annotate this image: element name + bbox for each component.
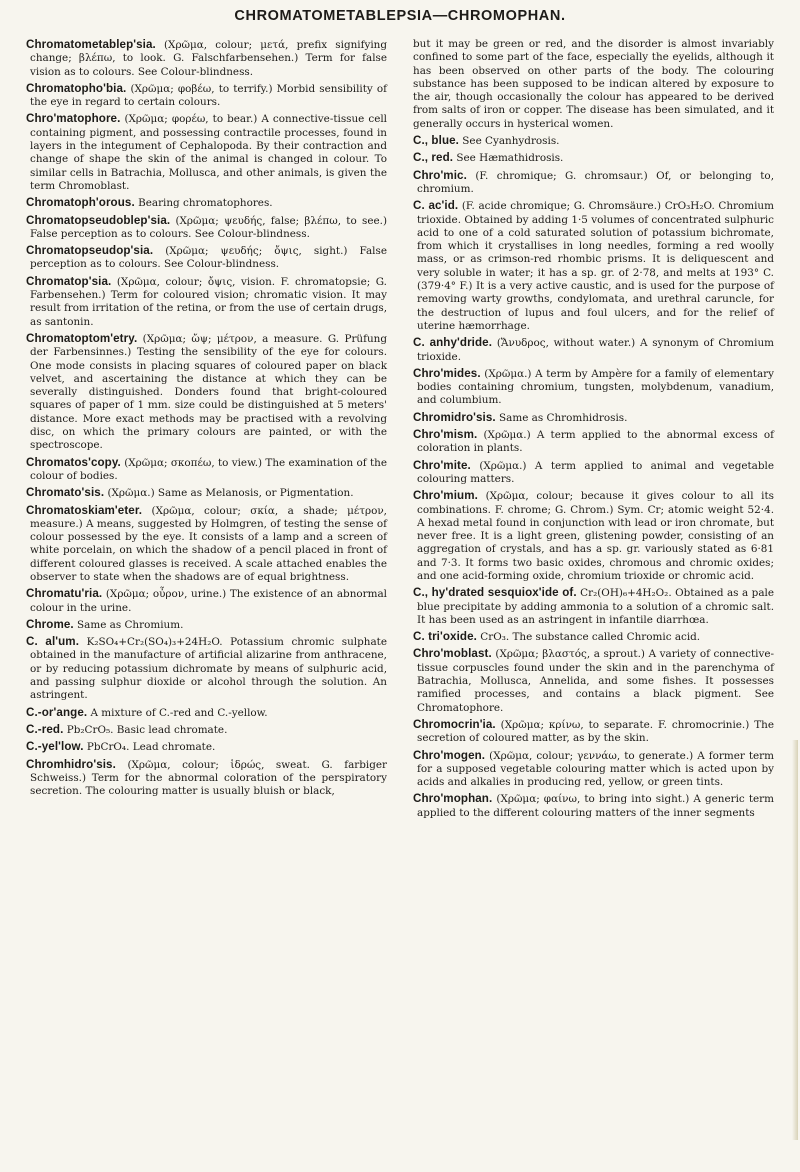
dictionary-entry [413,38,774,131]
entry-headword: Chromatopseudoblep'sia. [26,213,171,227]
entry-headword: Chromatop'sia. [26,274,112,288]
entry-headword: C.-red. [26,722,64,736]
running-head: CHROMATOMETABLEPSIA—CHROMOPHAN. [234,8,566,24]
dictionary-entry [26,275,387,329]
entry-definition: CrO₃. The substance called Chromic acid. [476,631,701,644]
dictionary-entry [26,456,387,484]
entry-definition: (Χρῶμα; κρίνω, to separate. F. chromocrinie.) The secretion of coloured matter, as by the skin. [417,718,774,745]
dictionary-entry [26,332,387,453]
entry-headword: Chromato'sis. [26,486,105,500]
dictionary-entry [413,489,774,583]
entry-headword: C.-yel'low. [26,740,84,754]
entry-headword: Chrome. [26,617,74,631]
dictionary-entry [413,718,774,746]
entry-definition: (Χρῶμα; οὖρον, urine.) The existence of an abnormal colour in the urine. [30,588,387,614]
entry-definition: Pb₂CrO₅. Basic lead chromate. [63,723,228,736]
entry-definition: (Χρῶμα, colour; σκία, a shade; μέτρον, measure.) A means, suggested by Holmgren, of testing the sense of colour possessed by the eye. It consists of a lamp and a screen of white porcelain, on which the shadow of a pencil placed in front of different coloured glasses is received. A scale attached enables the observer to state when the shadows are of equal brightness. [30,504,387,583]
entry-headword: Chro'mite. [413,458,471,472]
dictionary-entry [413,459,774,487]
entry-headword: Chro'mium. [413,489,478,503]
dictionary-entry [26,82,387,110]
dictionary-entry [413,199,774,333]
dictionary-entry [26,587,387,615]
entry-headword: C. ac'id. [413,199,459,213]
entry-definition: Same as Chromium. [73,618,184,631]
entry-headword: Chro'mophan. [413,792,493,806]
dictionary-entry [26,740,387,754]
entry-definition: (Χρῶμα.) A term applied to the abnormal excess of coloration in plants. [417,429,774,455]
dictionary-entry [413,749,774,790]
dictionary-entry [413,630,774,644]
entry-headword: Chro'mides. [413,366,481,380]
entry-headword: Chromocrin'ia. [413,717,496,731]
dictionary-entry [413,792,774,820]
entry-definition: (Χρῶμα, colour; ὄψις, vision. F. chromatopsie; G. Farbensehen.) Term for coloured vision; chromatic vision. It may result from irritation of the retina, or from the use of certain drugs, as santonin. [30,275,387,328]
dictionary-entry [26,486,387,500]
entry-definition: (F. chromique; G. chromsaur.) Of, or belonging to, chromium. [417,169,774,195]
columns [26,38,774,823]
entry-headword: Chromatos'copy. [26,455,121,469]
entry-definition: (Χρῶμα, colour; γεννάω, to generate.) A former term for a supposed vegetable colouring matter which is acted upon by acids and alkalies in producing red, yellow, or green tints. [417,749,774,789]
entry-headword: C. al'um. [26,635,80,649]
dictionary-entry [413,151,774,165]
entry-definition: (Χρῶμα; βλαστός, a sprout.) A variety of connective-tissue corpuscles found under the skin and in the parenchyma of Batrachia, Mollusca, Annelida, and some fishes. It possesses ramified processes, and contains a black pigment. See Chromatophore. [417,648,774,714]
entry-definition: Bearing chromatophores. [134,197,273,210]
entry-definition: K₂SO₄+Cr₂(SO₄)₃+24H₂O. Potassium chromic sulphate obtained in the manufacture of artificial alizarine from anthracene, or by reducing potassium dichromate by means of sulphuric acid, and passing sulphur dioxide or alcohol through the solution. An astringent. [30,636,387,702]
entry-definition: (Χρῶμα, colour; because it gives colour to all its combinations. F. chrome; G. Chrom.) Sym. Cr; atomic weight 52·4. A hexad metal found in conjunction with lead or iron chromate, but never free. It is a light green, glistening powder, consisting of an aggregation of crystals, and has a sp. gr. variously stated as 6·81 and 7·3. It forms two basic oxides, chromous and chromic oxides; and one acid-forming oxide, chromium trioxide or chromic acid. [417,490,774,582]
entry-headword: Chromatopho'bia. [26,81,127,95]
entry-headword: Chro'mic. [413,168,467,182]
dictionary-entry [26,723,387,737]
entry-headword: Chromatopseudop'sia. [26,244,154,258]
entry-definition: (Χρῶμα; ψευδής; ὄψις, sight.) False perception as to colours. See Colour-blindness. [30,245,387,271]
dictionary-entry [413,367,774,408]
entry-headword: C., blue. [413,134,459,148]
entry-headword: Chromatoskiam'eter. [26,503,143,517]
dictionary-entry [413,169,774,197]
dictionary-entry [413,586,774,627]
left-column [26,38,387,823]
entry-definition: See Hæmathidrosis. [453,152,564,165]
entry-definition: (Χρῶμα; ὤψ; μέτρον, a measure. G. Prüfung der Farbensinnes.) Testing the sensibility of the eye for colours. One mode consists in placing squares of coloured paper on black velvet, and ascertaining the distance at which they can be severally distinguished. Donders found that bright-coloured squares of paper of 1 mm. size could be distinguished at 5 meters' distance. More exact methods may be practised with a revolving disc, on which the primary colours are painted, or with the spectroscope. [30,332,387,452]
dictionary-entry [26,706,387,720]
dictionary-entry [26,214,387,242]
entry-headword: Chro'mogen. [413,748,486,762]
entry-headword: Chro'moblast. [413,647,492,661]
dictionary-entry [26,112,387,193]
entry-headword: C. anhy'dride. [413,336,493,350]
dictionary-entry [413,336,774,364]
dictionary-entry [26,618,387,632]
entry-definition: A mixture of C.-red and C.-yellow. [87,706,268,719]
entry-headword: Chro'mism. [413,428,478,442]
entry-definition: See Cyanhydrosis. [459,135,560,148]
entry-headword: Chromidro'sis. [413,410,496,424]
dictionary-entry [413,134,774,148]
entry-definition: Cr₂(OH)₆+4H₂O₂. Obtained as a pale blue precipitate by adding ammonia to a solution of a chromic salt. It has been used as an astringent in infantile diarrhœa. [417,587,774,626]
entry-headword: Chromatoptom'etry. [26,331,138,345]
entry-headword: C. tri'oxide. [413,630,477,644]
entry-definition: PbCrO₄. Lead chromate. [83,741,216,754]
dictionary-entry [413,411,774,425]
entry-definition: (Χρῶμα; φοβέω, to terrify.) Morbid sensibility of the eye in regard to certain colours. [30,82,387,109]
entry-definition: (Ἄνυδρος, without water.) A synonym of Chromium trioxide. [417,337,774,363]
entry-headword: C.-or'ange. [26,705,88,719]
right-column [413,38,774,823]
entry-definition: but it may be green or red, and the disorder is almost invariably confined to some part of the face, especially the eyelids, although it has been observed on other parts of the body. The colouring substance has been supposed to be indican altered by exposure to the air, though occasionally the colour has appeared to be derived from salts of iron or copper. The disease has been simulated, and it generally occurs in hysterical women. [413,38,774,130]
entry-definition: (Χρῶμα.) A term by Ampère for a family of elementary bodies containing chromium, tungsten, molybdenum, vanadium, and columbium. [417,367,774,407]
dictionary-entry [26,38,387,79]
page-edge-shadow [792,740,798,1140]
dictionary-entry [26,244,387,272]
entry-definition: (Χρῶμα.) A term applied to animal and vegetable colouring matters. [417,459,774,485]
dictionary-entry [26,504,387,585]
dictionary-entry [26,196,387,210]
entry-headword: Chromhidro'sis. [26,757,116,771]
entry-definition: (Χρῶμα, colour; μετά, prefix signifying change; βλέπω, to look. G. Falschfarbensehen.) Term for false vision as to colours. See Colour-blindness. [30,39,387,78]
entry-definition: (Χρῶμα, colour; ἱδρώς, sweat. G. farbiger Schweiss.) Term for the abnormal coloration of the perspiratory secretion. The colouring matter is usually bluish or black, [30,758,387,798]
entry-definition: (Χρῶμα; φορέω, to bear.) A connective-tissue cell containing pigment, and possessing contractile processes, found in layers in the integument of Cephalopoda. By their contraction and change of shape the skin of the animal is changed in colour. To similar cells in Batrachia, Mollusca, and other animals, is given the term Chromoblast. [30,113,387,192]
entry-definition: (Χρῶμα; φαίνω, to bring into sight.) A generic term applied to the different colouring matters of the inner segments [417,793,774,819]
dictionary-entry [413,647,774,714]
dictionary-entry [26,635,387,702]
entry-definition: (F. acide chromique; G. Chromsäure.) CrO₃H₂O. Chromium trioxide. Obtained by adding 1·5 volumes of concentrated sulphuric acid to one of a cold saturated solution of potassium bichromate, from which it crystallises in long needles, forming a red woolly mass, or as crimson-red rhombic prisms. It is deliquescent and very soluble in water; it has a sp. gr. of 2·78, and melts at 193° C. (379·4° F.) It is a very active caustic, and is used for the purpose of removing warty growths, condylomata, and urethral caruncle, for the destruction of lupus and foul ulcers, and for the relief of uterine hæmorrhage. [417,200,774,332]
entry-definition: (Χρῶμα; ψευδής, false; βλέπω, to see.) False perception as to colours. See Colour-blindness. [30,214,387,240]
entry-headword: Chro'matophore. [26,112,121,126]
entry-definition: (Χρῶμα; σκοπέω, to view.) The examination of the colour of bodies. [30,456,387,482]
entry-headword: C., red. [413,151,454,165]
entry-headword: Chromatoph'orous. [26,196,135,210]
entry-headword: C., hy'drated sesquiox'ide of. [413,586,577,600]
entry-headword: Chromatometablep'sia. [26,38,156,51]
entry-definition: Same as Chromhidrosis. [495,411,628,424]
dictionary-entry [413,428,774,456]
entry-headword: Chromatu'ria. [26,587,103,601]
entry-definition: (Χρῶμα.) Same as Melanosis, or Pigmentation. [104,487,354,500]
dictionary-entry [26,758,387,799]
